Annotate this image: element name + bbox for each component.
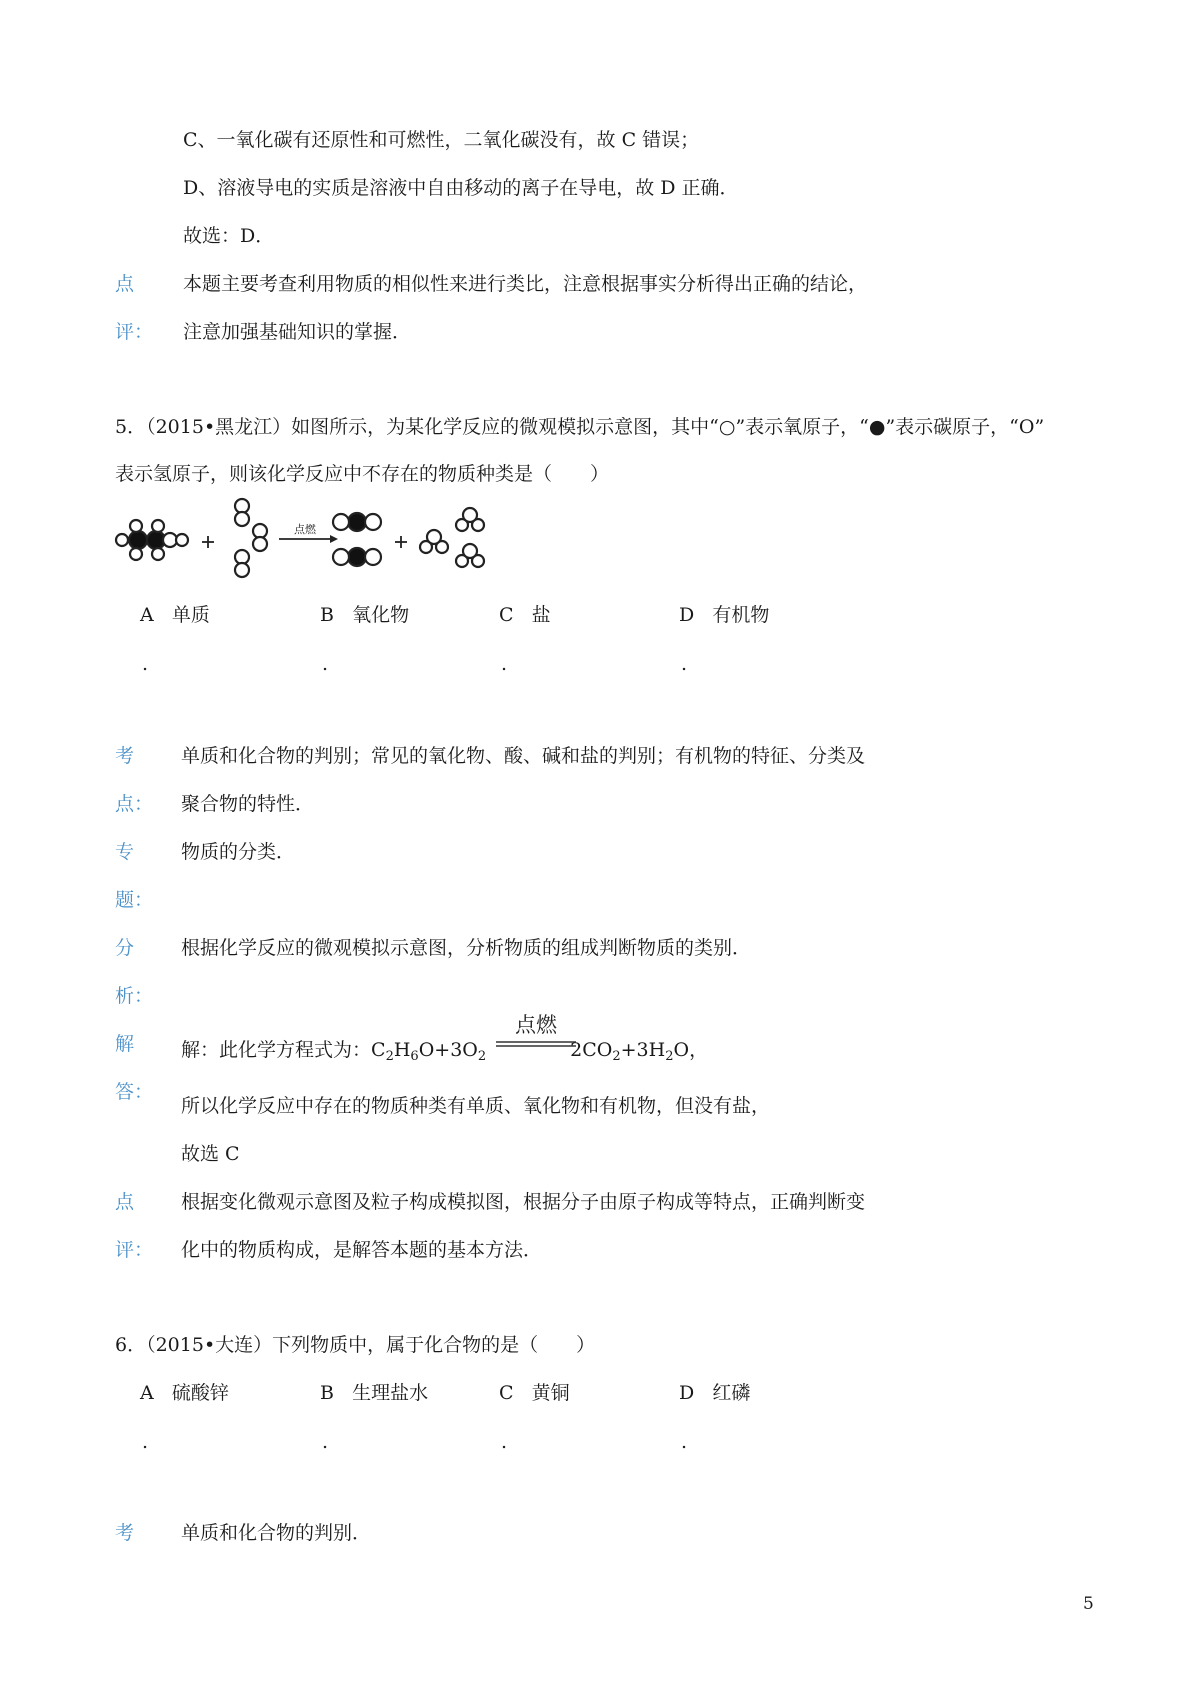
q6-option-a-letter: A: [140, 1382, 154, 1404]
q6-option-d-text: 红磷: [712, 1382, 751, 1404]
q5-comment-label-2: 评：: [115, 1239, 154, 1261]
q5-kaodian-line-2: 聚合物的特性．: [181, 793, 315, 815]
q4-answer: 故选：D．: [183, 225, 275, 247]
q5-option-b-letter: B: [320, 604, 334, 626]
q5-option-b-dot: .: [322, 653, 329, 675]
q6-option-c: [499, 1381, 570, 1405]
diagram-condition-label: 点燃: [294, 523, 316, 536]
q5-option-d-letter: D: [679, 604, 695, 626]
q6-kaodian-line-1: 单质和化合物的判别．: [181, 1522, 372, 1544]
equation-condition-label: 点燃: [515, 1013, 557, 1037]
q6-option-b: [320, 1381, 428, 1405]
q4-comment-line-1: 本题主要考查利用物质的相似性来进行类比，注意根据事实分析得出正确的结论，: [183, 273, 868, 295]
q5-option-a: [140, 603, 210, 627]
q5-zhuanti-label-2: 题：: [115, 889, 154, 911]
q5-zhuanti-line: 物质的分类．: [181, 841, 296, 863]
q6-option-a: [140, 1381, 229, 1405]
q5-jieda-label-1: 解: [115, 1033, 135, 1055]
q6-option-b-text: 生理盐水: [352, 1382, 429, 1404]
q5-option-a-letter: A: [140, 604, 154, 626]
q6-option-c-text: 黄铜: [531, 1382, 570, 1404]
q5-stem-line-2: 表示氢原子，则该化学反应中不存在的物质种类是（ ）: [115, 463, 610, 485]
q6-option-b-letter: B: [320, 1382, 334, 1404]
q5-comment-line-1: 根据变化微观示意图及粒子构成模拟图，根据分子由原子构成等特点，正确判断变: [181, 1191, 866, 1213]
q5-kaodian-label-2: 点：: [115, 793, 154, 815]
q5-option-c-text: 盐: [531, 604, 551, 626]
q4-comment-label-2: 评：: [115, 321, 154, 343]
q6-option-c-dot: .: [501, 1431, 508, 1453]
q5-jieda-line-3: 故选 C: [181, 1143, 240, 1165]
q5-option-a-text: 单质: [171, 604, 210, 626]
q5-option-d: [679, 603, 769, 627]
q5-option-b: [320, 603, 409, 627]
q5-option-a-dot: .: [142, 653, 149, 675]
q5-comment-line-2: 化中的物质构成，是解答本题的基本方法．: [181, 1239, 543, 1261]
q6-option-a-dot: .: [142, 1431, 149, 1453]
page-number: 5: [1083, 1594, 1094, 1614]
q5-option-c: [499, 603, 551, 627]
q5-option-b-text: 氧化物: [352, 604, 410, 626]
q5-fenxi-line: 根据化学反应的微观模拟示意图，分析物质的组成判断物质的类别．: [181, 937, 752, 959]
q5-option-c-letter: C: [499, 604, 514, 626]
q5-kaodian-label-1: 考: [115, 745, 135, 767]
q6-option-d-dot: .: [681, 1431, 688, 1453]
product-molecule-2: [420, 508, 484, 567]
q5-stem-line-1: 5．（2015•黑龙江）如图所示，为某化学反应的微观模拟示意图，其中“○”表示氧原子，“●”表示碳原子，“O”: [115, 416, 1045, 438]
q5-option-d-dot: .: [681, 653, 688, 675]
q4-comment-label-1: 点: [115, 273, 135, 295]
q6-option-d: [679, 1381, 750, 1405]
q5-equation-line: [181, 1038, 708, 1062]
q5-comment-label-1: 点: [115, 1191, 135, 1213]
q5-jieda-label-2: 答：: [115, 1081, 154, 1103]
q5-jieda-line-2: 所以化学反应中存在的物质种类有单质、氧化物和有机物，但没有盐，: [181, 1095, 771, 1117]
q5-fenxi-label-2: 析：: [115, 985, 154, 1007]
q5-equation-reactants: $C_2H_6O+3O_2$: [371, 1039, 487, 1064]
q5-jieda-prefix: 解：此化学方程式为：: [181, 1039, 372, 1061]
q5-kaodian-line-1: 单质和化合物的判别；常见的氧化物、酸、碱和盐的判别；有机物的特征、分类及: [181, 745, 866, 767]
q4-comment-line-2: 注意加强基础知识的掌握．: [183, 321, 412, 343]
q4-option-c-explanation: C、一氧化碳有还原性和可燃性，二氧化碳没有，故 C 错误；: [183, 129, 700, 151]
q5-option-c-dot: .: [501, 653, 508, 675]
q6-option-c-letter: C: [499, 1382, 514, 1404]
q5-equation-products: $2CO_2+3H_2O$，: [570, 1039, 709, 1064]
q6-option-a-text: 硫酸锌: [171, 1382, 229, 1404]
q6-option-b-dot: .: [322, 1431, 329, 1453]
q6-stem: 6．（2015•大连）下列物质中，属于化合物的是（ ）: [115, 1334, 596, 1356]
q5-fenxi-label-1: 分: [115, 937, 135, 959]
q6-kaodian-label-1: 考: [115, 1522, 135, 1544]
equation-condition-sign: [494, 1012, 578, 1052]
q4-option-d-explanation: D、溶液导电的实质是溶液中自由移动的离子在导电，故 D 正确．: [183, 177, 739, 199]
reaction-micro-diagram: [112, 495, 532, 595]
product-molecule-1: [333, 513, 381, 566]
q6-option-d-letter: D: [679, 1382, 695, 1404]
q5-zhuanti-label-1: 专: [115, 841, 135, 863]
reactant-molecule-2: [235, 499, 267, 577]
q5-option-d-text: 有机物: [712, 604, 770, 626]
reactant-molecule-1: [116, 520, 188, 560]
